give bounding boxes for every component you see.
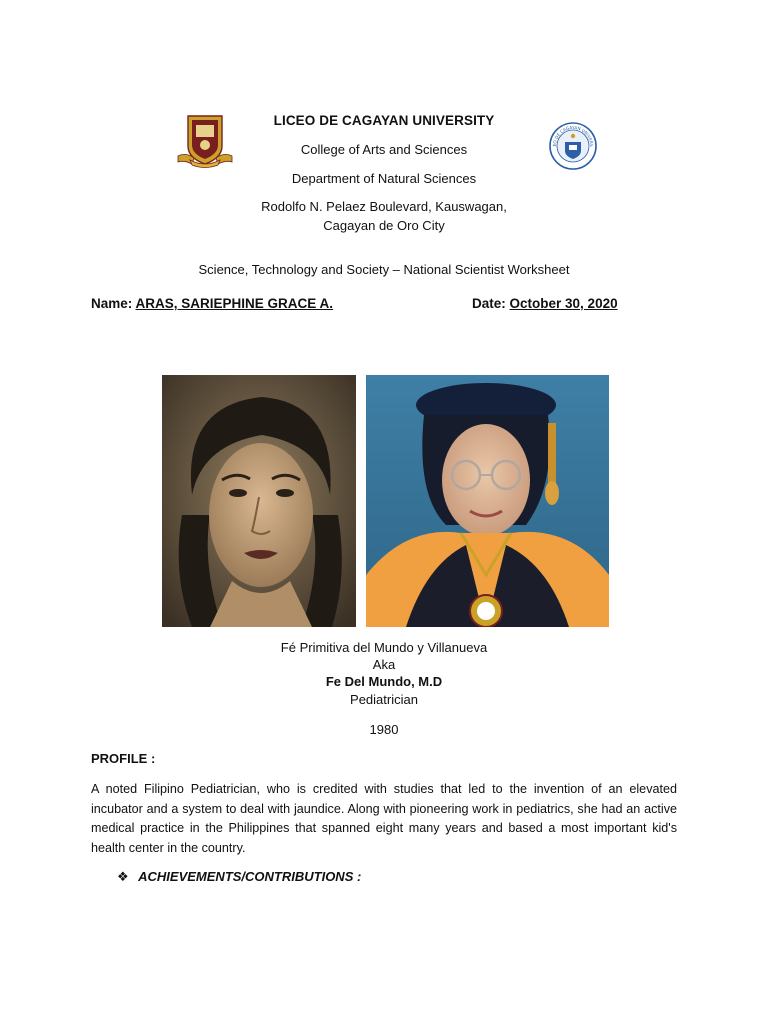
address-line-2: Cagayan de Oro City xyxy=(323,218,445,233)
profile-text: A noted Filipino Pediatrician, who is credited with studies that led to the invention of an elevated incubator and a system to deal with jaundice. Along with pioneering work in pediatrics, she had an active medical practice in the Philippines that spanned eight many years and based a most important kid's health center in the country. xyxy=(91,782,677,855)
diamond-bullet-icon: ❖ xyxy=(117,869,129,884)
scientist-name: Fe Del Mundo, M.D xyxy=(325,674,443,689)
profile-heading: PROFILE : xyxy=(91,751,156,766)
scientist-full-name: Fé Primitiva del Mundo y Villanueva xyxy=(280,640,488,655)
name-field xyxy=(91,296,333,311)
name-value: ARAS, SARIEPHINE GRACE A. xyxy=(135,296,334,311)
date-label: Date: xyxy=(472,296,506,311)
name-label: Name: xyxy=(91,296,133,311)
date-value: October 30, 2020 xyxy=(509,296,618,311)
scientist-profession: Pediatrician xyxy=(350,692,418,707)
award-year: 1980 xyxy=(369,722,399,737)
achievements-heading: ACHIEVEMENTS/CONTRIBUTIONS : xyxy=(138,869,362,884)
address-line-1: Rodolfo N. Pelaez Boulevard, Kauswagan, xyxy=(261,199,507,214)
aka-label: Aka xyxy=(372,657,396,672)
date-field xyxy=(472,296,618,311)
svg-text:LICEO DE CAGAYAN UNIVERSITY: EO DE CAGAYAN UNIVERS xyxy=(551,124,595,147)
achievements-item xyxy=(117,869,361,885)
university-name: LICEO DE CAGAYAN UNIVERSITY xyxy=(273,113,495,128)
college-name: College of Arts and Sciences xyxy=(300,142,468,157)
department-name: Department of Natural Sciences xyxy=(291,171,477,186)
young-portrait-photo xyxy=(162,375,356,627)
elderly-portrait-photo xyxy=(366,375,609,627)
worksheet-title: Science, Technology and Society – National Scientist Worksheet xyxy=(198,262,570,277)
